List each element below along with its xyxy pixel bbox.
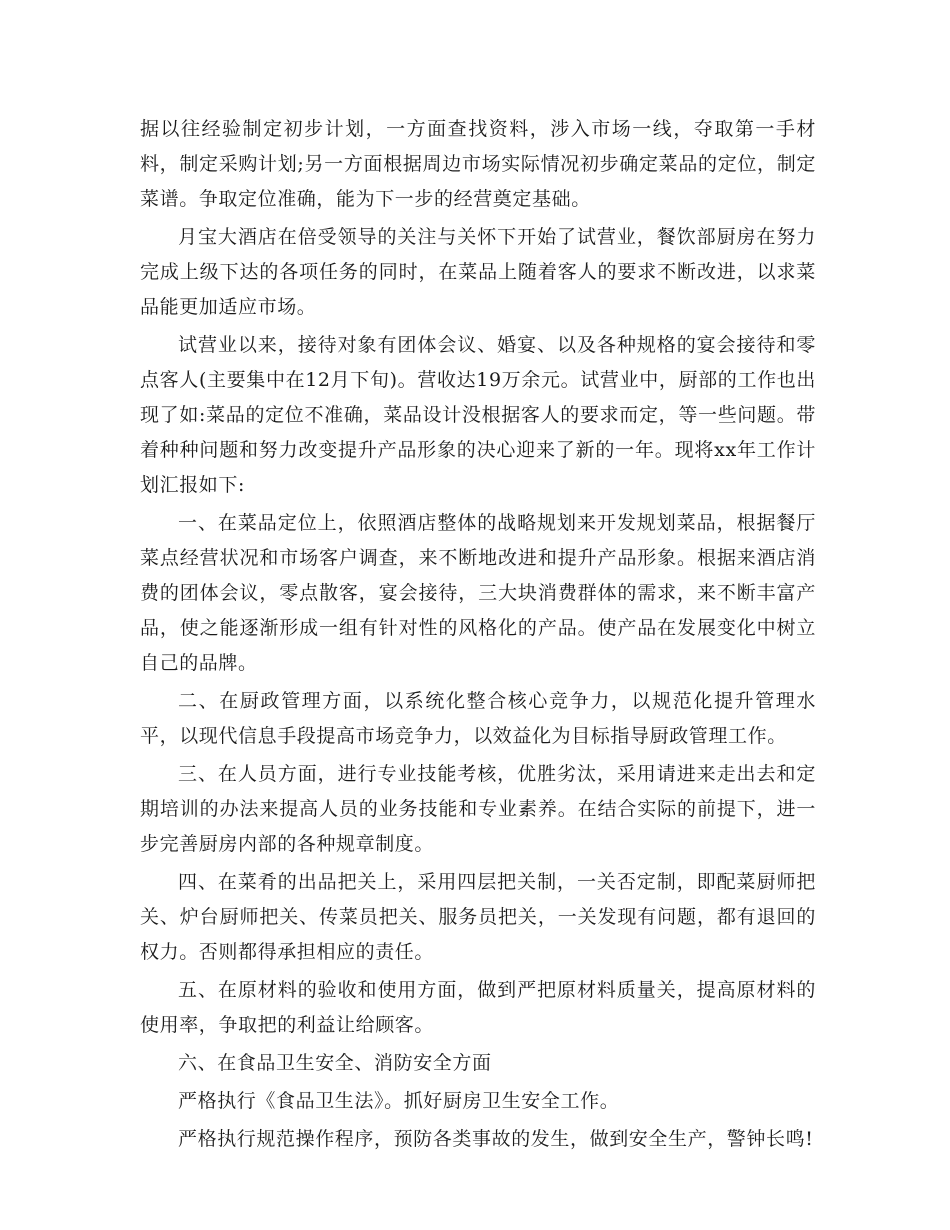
- paragraph: 一、在菜品定位上，依照酒店整体的战略规划来开发规划菜品，根据餐厅菜点经营状况和市场客户调查，来不断地改进和提升产品形象。根据来酒店消费的团体会议，零点散客，宴会接待，三大块消费群体的需求，来不断丰富产品，使之能逐渐形成一组有针对性的风格化的产品。使产品在发展变化中树立自己的品牌。: [140, 512, 816, 674]
- paragraph: 四、在菜肴的出品把关上，采用四层把关制，一关否定制，即配菜厨师把关、炉台厨师把关、传菜员把关、服务员把关，一关发现有问题，都有退回的权力。否则都得承担相应的责任。: [140, 871, 816, 963]
- paragraph: 月宝大酒店在倍受领导的关注与关怀下开始了试营业，餐饮部厨房在努力完成上级下达的各项任务的同时，在菜品上随着客人的要求不断改进，以求菜品能更加适应市场。: [140, 226, 816, 318]
- paragraph: 六、在食品卫生安全、消防安全方面: [178, 1052, 492, 1074]
- paragraph: 严格执行《食品卫生法》。抓好厨房卫生安全工作。: [178, 1090, 620, 1112]
- paragraph: 严格执行规范操作程序，预防各类事故的发生，做到安全生产，警钟长鸣!: [178, 1128, 814, 1150]
- paragraph: 三、在人员方面，进行专业技能考核，优胜劣汰，采用请进来走出去和定期培训的办法来提高人员的业务技能和专业素养。在结合实际的前提下，进一步完善厨房内部的各种规章制度。: [140, 763, 816, 855]
- paragraph: 五、在原材料的验收和使用方面，做到严把原材料质量关，提高原材料的使用率，争取把的利益让给顾客。: [140, 979, 816, 1036]
- paragraph: 据以往经验制定初步计划，一方面查找资料，涉入市场一线，夺取第一手材料，制定采购计划;另一方面根据周边市场实际情况初步确定菜品的定位，制定菜谱。争取定位准确，能为下一步的经营奠定基础。: [140, 118, 816, 210]
- document-body: [140, 112, 816, 1160]
- paragraph: 试营业以来，接待对象有团体会议、婚宴、以及各种规格的宴会接待和零点客人(主要集中在12月下旬)。营收达19万余元。试营业中，厨部的工作也出现了如:菜品的定位不准确，菜品设计没根据客人的要求而定，等一些问题。带着种种问题和努力改变提升产品形象的决心迎来了新的一年。现将xx年工作计划汇报如下:: [140, 334, 816, 496]
- paragraph: 二、在厨政管理方面，以系统化整合核心竞争力，以规范化提升管理水平，以现代信息手段提高市场竞争力，以效益化为目标指导厨政管理工作。: [140, 690, 816, 747]
